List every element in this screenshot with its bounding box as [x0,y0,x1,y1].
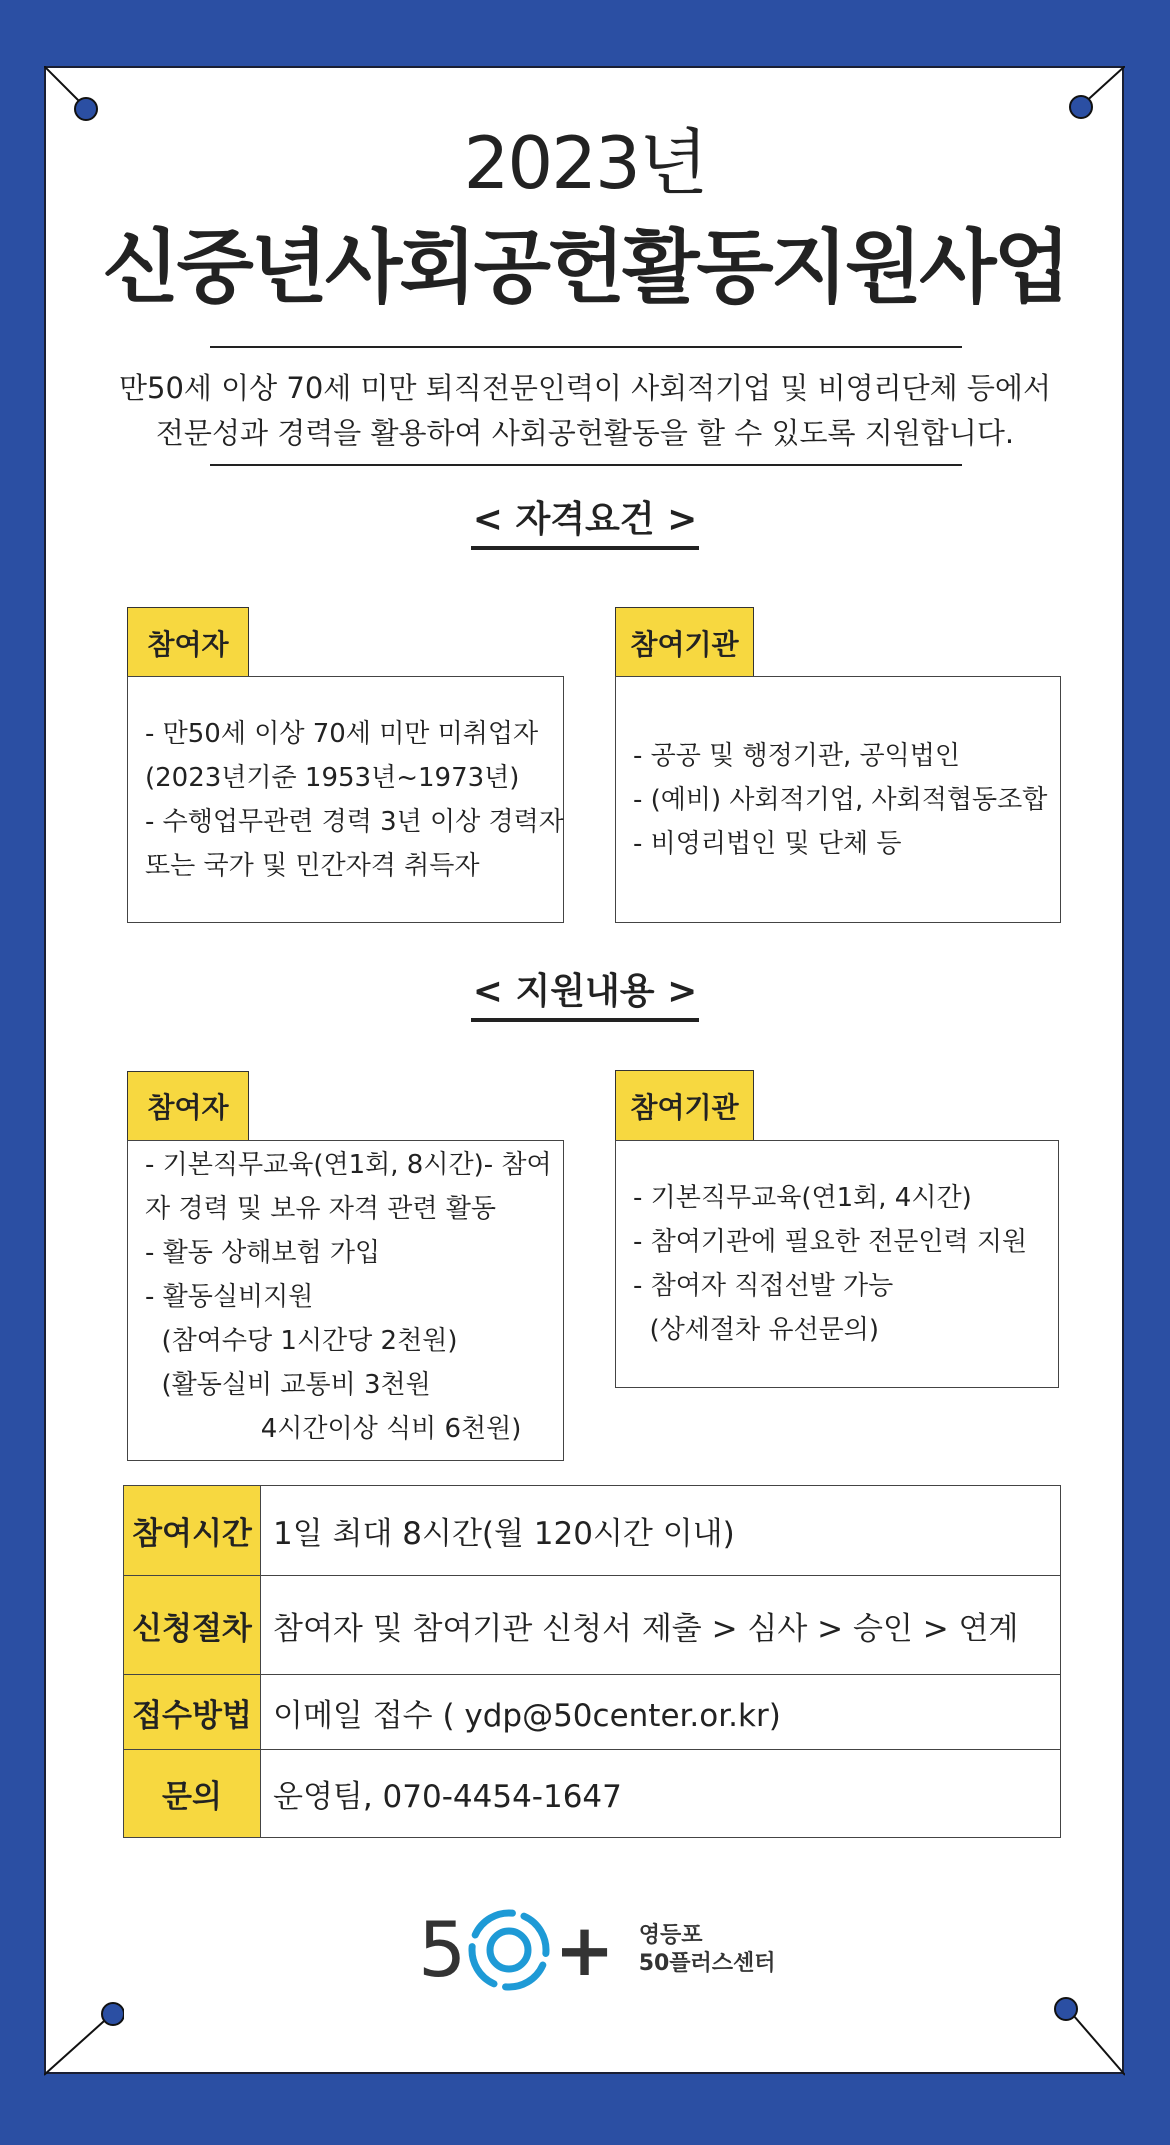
table-row [124,1750,1061,1838]
row-value-inquiry: 운영팀, 070-4454-1647 [261,1750,1061,1838]
row-value-participation-time: 1일 최대 8시간(월 120시간 이내) [261,1486,1061,1576]
list-item: - (예비) 사회적기업, 사회적협동조합 [633,784,1048,815]
table-row [124,1576,1061,1675]
list-item: - 기본직무교육(연1회, 8시간)- 참여 [145,1150,552,1180]
list-item: 자 경력 및 보유 자격 관련 활동 [145,1194,496,1224]
list-item: - 활동 상해보험 가입 [145,1238,381,1268]
list-item: 또는 국가 및 민간자격 취득자 [145,850,480,881]
info-table [123,1485,1061,1838]
pin-icon-top-right [1065,66,1125,126]
page-title: 신중년사회공헌활동지원사업 [102,221,1068,314]
center-logo [418,1905,776,1994]
list-item: - 참여기관에 필요한 전문인력 지원 [633,1227,1028,1257]
list-item: 4시간이상 식비 6천원) [145,1414,522,1444]
intro-text [0,366,1170,456]
row-label-inquiry: 문의 [124,1750,261,1838]
logo-plus: + [554,1908,615,1992]
logo-ring-icon [466,1907,552,1993]
eligibility-participant-tag: 참여자 [127,607,249,678]
pin-icon-bottom-right [1045,1990,1125,2076]
row-value-application-procedure: 참여자 및 참여기관 신청서 제출 > 심사 > 승인 > 연계 [261,1576,1061,1675]
table-row [124,1675,1061,1750]
pin-icon-top-left [44,66,104,126]
list-item: - 활동실비지원 [145,1282,314,1312]
support-participant-box [127,1140,564,1461]
list-item: - 공공 및 행정기관, 공익법인 [633,740,960,771]
support-institution-box [615,1140,1059,1388]
table-row [124,1486,1061,1576]
list-item: - 기본직무교육(연1회, 4시간) [633,1183,972,1213]
list-item: (2023년기준 1953년~1973년) [145,762,520,793]
list-item: - 참여자 직접선발 가능 [633,1271,894,1301]
support-institution-tag: 참여기관 [615,1070,754,1141]
intro-line-1: 만50세 이상 70세 미만 퇴직전문인력이 사회적기업 및 비영리단체 등에서 [119,371,1051,405]
row-label-participation-time: 참여시간 [124,1486,261,1576]
logo-five: 5 [418,1905,467,1994]
eligibility-institution-box [615,676,1061,923]
list-item: (참여수당 1시간당 2천원) [145,1326,458,1356]
list-item: - 만50세 이상 70세 미만 미취업자 [145,718,539,749]
row-label-submission-method: 접수방법 [124,1675,261,1750]
year-title: 2023년 [463,121,707,205]
eligibility-heading: < 자격요건 > [0,496,1170,550]
intro-line-2: 전문성과 경력을 활용하여 사회공헌활동을 할 수 있도록 지원합니다. [155,416,1015,450]
list-item: - 비영리법인 및 단체 등 [633,828,902,859]
list-item: - 수행업무관련 경력 3년 이상 경력자 [145,806,564,837]
row-label-application-procedure: 신청절차 [124,1576,261,1675]
eligibility-participant-box [127,676,564,923]
list-item: (활동실비 교통비 3천원 [145,1370,431,1400]
pin-icon-bottom-left [44,1990,124,2076]
divider-bottom [210,464,962,466]
logo-org-name: 영등포 50플러스센터 [638,1923,776,1976]
support-heading: < 지원내용 > [0,968,1170,1022]
divider-top [210,346,962,348]
eligibility-institution-tag: 참여기관 [615,607,754,678]
list-item: (상세절차 유선문의) [633,1315,880,1345]
support-participant-tag: 참여자 [127,1071,249,1141]
row-value-submission-method: 이메일 접수 ( ydp@50center.or.kr) [261,1675,1061,1750]
